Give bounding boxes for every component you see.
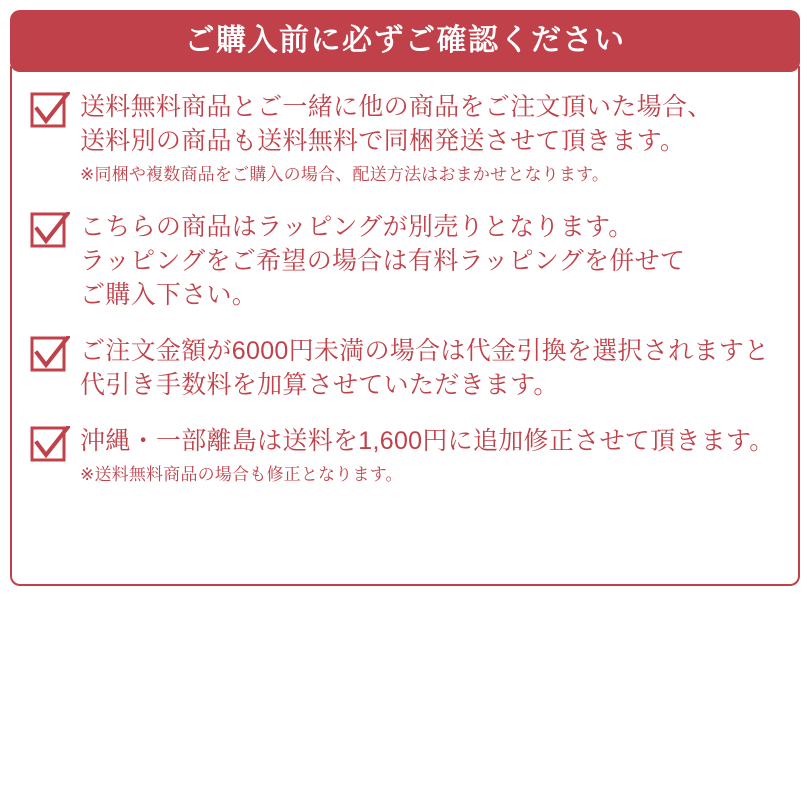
notice-item-texts	[80, 210, 778, 312]
notice-item	[30, 90, 778, 188]
notice-item-texts	[80, 334, 778, 402]
notice-header-title: ご購入前に必ずご確認ください	[184, 24, 626, 57]
notice-line: 代引き手数料を加算させていただきます。	[80, 370, 559, 399]
notice-line: 送料別の商品も送料無料で同梱発送させて頂きます。	[80, 127, 686, 155]
checkmark-icon	[30, 92, 70, 130]
notice-line: ご購入下さい。	[80, 280, 258, 309]
notice-note: ※同梱や複数商品をご購入の場合、配送方法はおまかせとなります。	[80, 165, 610, 184]
notice-line: ラッピングをご希望の場合は有料ラッピングを併せて	[80, 246, 686, 275]
notice-item-texts	[80, 90, 778, 188]
notice-note: ※送料無料商品の場合も修正となります。	[80, 464, 403, 484]
notice-item	[30, 210, 778, 312]
checkmark-icon	[30, 426, 70, 464]
checkmark-icon	[30, 212, 70, 250]
notice-line: こちらの商品はラッピングが別売りとなります。	[80, 212, 634, 241]
notice-line: 送料無料商品とご一緒に他の商品をご注文頂いた場合、	[80, 93, 713, 121]
checkmark-icon	[30, 336, 70, 374]
notice-header	[10, 10, 800, 72]
purchase-notice-card	[10, 10, 800, 586]
notice-line: 沖縄・一部離島は送料を1,600円に追加修正させて頂きます。	[80, 426, 775, 455]
notice-item	[30, 424, 778, 488]
notice-item	[30, 334, 778, 402]
notice-item-texts	[80, 424, 778, 488]
notice-line: ご注文金額が6000円未満の場合は代金引換を選択されますと	[80, 336, 770, 365]
notice-body	[10, 66, 800, 586]
